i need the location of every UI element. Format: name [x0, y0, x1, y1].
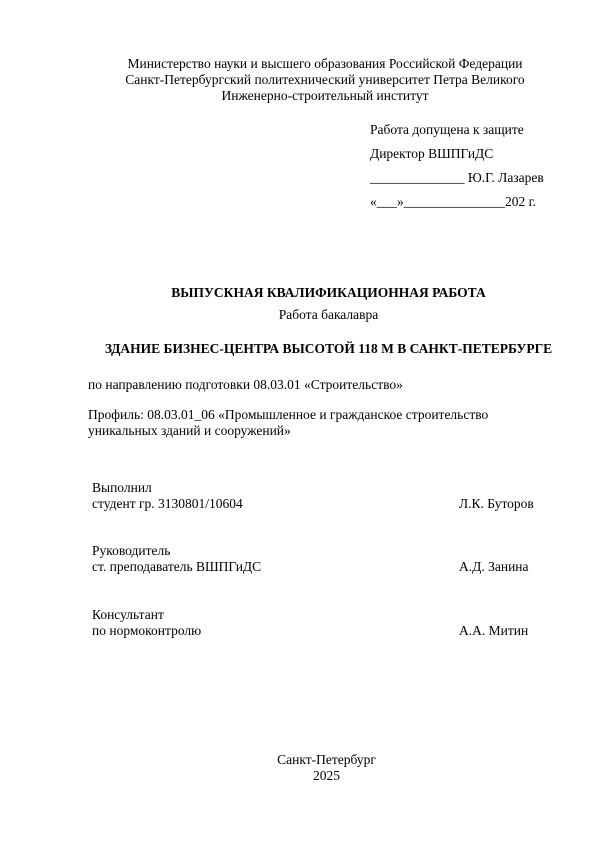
approval-status: Работа допущена к защите	[370, 122, 524, 137]
ministry-line: Министерство науки и высшего образования Российской Федерации	[127, 56, 523, 71]
signature-author	[92, 480, 542, 512]
profile-line-1: Профиль: 08.03.01_06 «Промышленное и гражданское строительство	[88, 407, 489, 422]
signature-row	[92, 623, 542, 639]
signature-position: студент гр. 3130801/10604	[92, 496, 243, 511]
signature-position: ст. преподаватель ВШПГиДС	[92, 559, 262, 574]
profile-line-2: уникальных зданий и сооружений»	[88, 423, 291, 438]
signature-role: Выполнил	[92, 480, 152, 495]
signature-name: А.Д. Занина	[459, 559, 529, 574]
document-title: ВЫПУСКНАЯ КВАЛИФИКАЦИОННАЯ РАБОТА	[171, 285, 486, 300]
signature-consultant	[92, 607, 542, 639]
approval-date: «___»_______________202 г.	[370, 194, 537, 209]
thesis-topic: ЗДАНИЕ БИЗНЕС-ЦЕНТРА ВЫСОТОЙ 118 М В САНКТ-ПЕТЕРБУРГЕ	[104, 341, 553, 356]
study-profile	[88, 407, 538, 439]
approval-director-signature: ______________ Ю.Г. Лазарев	[370, 170, 544, 185]
footer-year: 2025	[313, 768, 340, 783]
approval-director-title: Директор ВШПГиДС	[370, 146, 494, 161]
signature-row	[92, 559, 542, 575]
institution-header	[0, 56, 595, 104]
signature-position: по нормоконтролю	[92, 623, 202, 638]
institute-line: Инженерно-строительный институт	[221, 88, 429, 103]
study-direction: по направлению подготовки 08.03.01 «Строительство»	[88, 377, 403, 392]
document-footer	[0, 752, 595, 784]
signature-name: Л.К. Буторов	[459, 496, 534, 511]
approval-block	[370, 122, 580, 218]
document-subtitle: Работа бакалавра	[278, 307, 379, 322]
university-line: Санкт-Петербургский политехнический университет Петра Великого	[125, 72, 525, 87]
signature-role: Руководитель	[92, 543, 171, 558]
signature-row	[92, 496, 542, 512]
footer-city: Санкт-Петербург	[277, 752, 376, 767]
signature-name: А.А. Митин	[459, 623, 529, 638]
signature-role: Консультант	[92, 607, 164, 622]
signature-supervisor	[92, 543, 542, 575]
